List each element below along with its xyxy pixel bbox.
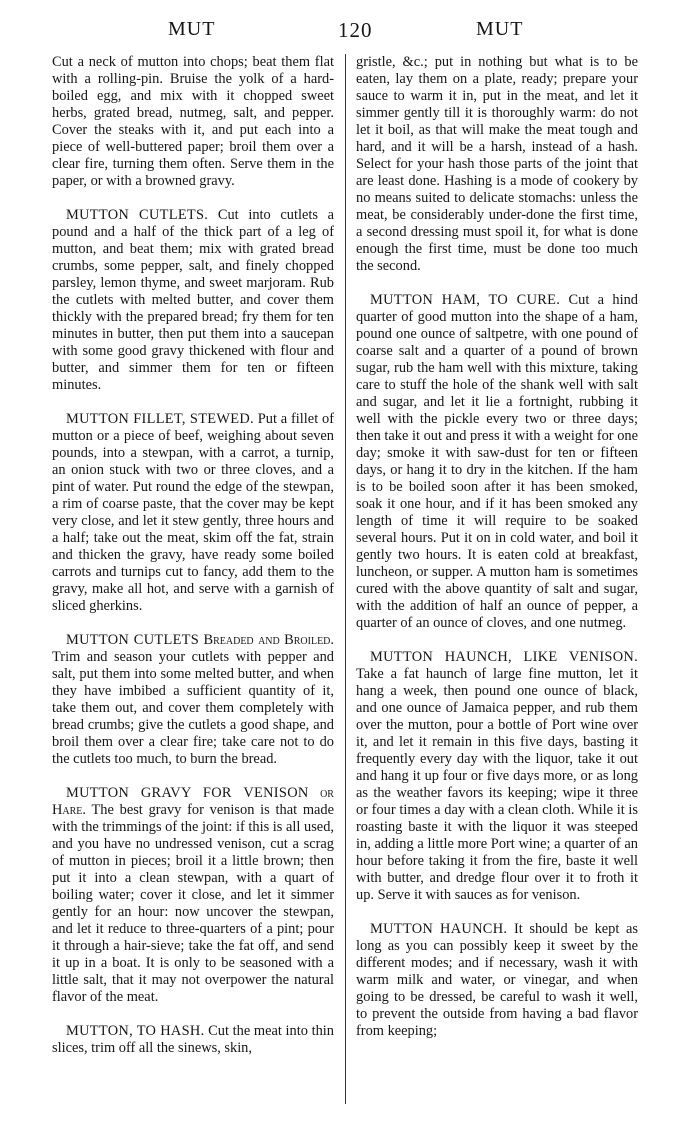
- recipe-entry: [52, 632, 334, 768]
- recipe-text: Cut into cutlets a pound and a half of the thick part of a leg of mutton, and beat them; mix with grated bread crumbs, some pepper, salt, and finely chopped parsley, lemon thyme, and sweet marjoram. Rub the cutlets with melted butter, and cover them thickly with the prepared bread; fry them for ten minutes in butter, then put them into a saucepan with some good gravy thickened with flour and butter, and simmer them for ten or fifteen minutes.: [52, 207, 334, 393]
- page-header: [0, 18, 700, 44]
- left-column: [52, 54, 334, 1074]
- recipe-text: It should be kept as long as you can possibly keep it sweet by the different modes; and if necessary, wash it with warm milk and water, or vinegar, and when going to be dressed, be careful to wash it well, to prevent the outside from having a bad flavor from keeping;: [356, 921, 638, 1039]
- recipe-text: gristle, &c.; put in nothing but what is to be eaten, lay them on a plate, ready; prepare your sauce to warm it in, put in the meat, and let it simmer gently till it is thoroughly warm: do not let it boil, as that will make the meat tough and hard, and it will be a harsh, instead of a hash. Select for your hash those parts of the joint that are least done. Hashing is a mode of cookery by no means suited to delicate stomachs: unless the meat, be considerably under-done the first time, a second dressing must spoil it, for what is done enough the first time, must be done too much the second.: [356, 54, 638, 274]
- recipe-text: Take a fat haunch of large fine mutton, let it hang a week, then pound one ounce of black, and one ounce of Jamaica pepper, and rub them over the mutton, pour a bottle of Port wine over it, and let it remain in this five days, basting it frequently every day with the liquor, take it out and hang it up four or five days more, or as long as the weather favors its keeping; wipe it three or four times a day with a clean cloth. While it is roasting baste it with the liquor it was steeped in, adding a little more Port wine; a quarter of an hour before taking it from the fire, baste it well with butter, and dredge flour over it to froth it up. Serve it with sauces as for venison.: [356, 666, 638, 903]
- recipe-heading: MUTTON CUTLETS.: [66, 207, 209, 223]
- recipe-entry: [356, 921, 638, 1040]
- recipe-entry: [52, 1023, 334, 1057]
- recipe-heading: MUTTON, TO HASH.: [66, 1023, 205, 1039]
- recipe-heading: MUTTON HAM, TO CURE.: [370, 292, 561, 308]
- recipe-entry: [356, 292, 638, 632]
- recipe-entry: [52, 207, 334, 394]
- recipe-heading-tail: or Hare.: [52, 785, 334, 818]
- recipe-text: Cut a neck of mutton into chops; beat them flat with a rolling-pin. Bruise the yolk of a hard-boiled egg, and mix with it chopped sweet herbs, grated bread, nutmeg, salt, and pepper. Cover the steaks with it, and put each into a piece of well-buttered paper; broil them over a clear fire, turning them often. Serve them in the paper, or with a browned gravy.: [52, 54, 334, 189]
- recipe-text: Cut a hind quarter of good mutton into the shape of a ham, pound one ounce of saltpetre, with one pound of coarse salt and a quarter of a pound of brown sugar, rub the ham well with this mixture, taking care to stuff the hole of the shank well with salt and sugar, and let it lie a fortnight, rubbing it well with the pickle every two or three days; then take it out and press it with a weight for one day; smoke it with saw-dust for ten or fifteen days, or hang it to dry in the kitchen. If the ham is to be boiled soon after it has been smoked, soak it one hour, and if it has been smoked any length of time it will require to be soaked several hours. Put it on in cold water, and boil it gently two hours. It is eaten cold at breakfast, luncheon, or supper. A mutton ham is sometimes cured with the above quantity of salt and sugar, with the addition of half an ounce of pepper, a quarter of an ounce of cloves, and one nutmeg.: [356, 292, 638, 631]
- recipe-text: The best gravy for venison is that made with the trimmings of the joint: if this is all used, and you have no undressed venison, cut a scrag of mutton in pieces; broil it a little brown; then put it into a clean stewpan, with a quart of boiling water; cover it close, and let it simmer gently for an hour: now uncover the stewpan, and let it reduce to three-quarters of a pint; pour it through a hair-sieve; take the fat off, and send it up in a boat. It is only to be seasoned with a little salt, that it may not overpower the natural flavor of the meat.: [52, 802, 334, 1005]
- recipe-heading: MUTTON GRAVY FOR VENISON: [66, 785, 309, 801]
- right-column: [356, 54, 638, 1057]
- recipe-text: Cut the meat into thin slices, trim off all the sinews, skin,: [52, 1023, 334, 1056]
- recipe-text: Put a fillet of mutton or a piece of beef, weighing about seven pounds, into a stewpan, with a carrot, a turnip, an onion stuck with two or three cloves, and a pint of water. Put round the edge of the stewpan, a rim of coarse paste, that the cover may be kept very close, and let it stew gently, three hours and a half; take out the meat, skim off the fat, strain and thicken the gravy, have ready some boiled carrots and turnips cut to fancy, add them to the gravy, make all hot, and serve with a garnish of sliced gherkins.: [52, 411, 334, 614]
- recipe-entry: [52, 54, 334, 190]
- recipe-heading: MUTTON FILLET, STEWED.: [66, 411, 254, 427]
- recipe-heading: MUTTON HAUNCH, LIKE VENISON.: [370, 649, 638, 665]
- running-head-left: MUT: [168, 18, 216, 40]
- recipe-entry: [356, 54, 638, 275]
- column-divider: [345, 54, 346, 1104]
- recipe-entry: [52, 785, 334, 1006]
- recipe-heading: MUTTON CUTLETS: [66, 632, 200, 648]
- recipe-text: Trim and season your cutlets with pepper and salt, put them into some melted butter, and when they have imbibed a sufficient quantity of it, take them out, and cover them completely with bread crumbs; give the cutlets a good shape, and broil them over a clear fire; take care not to do the cutlets too much, to burn the bread.: [52, 649, 334, 767]
- running-head-right: MUT: [476, 18, 524, 40]
- recipe-heading-tail: Breaded and Broiled.: [203, 632, 334, 648]
- recipe-heading: MUTTON HAUNCH.: [370, 921, 508, 937]
- recipe-entry: [356, 649, 638, 904]
- page-number: 120: [338, 18, 373, 42]
- recipe-entry: [52, 411, 334, 615]
